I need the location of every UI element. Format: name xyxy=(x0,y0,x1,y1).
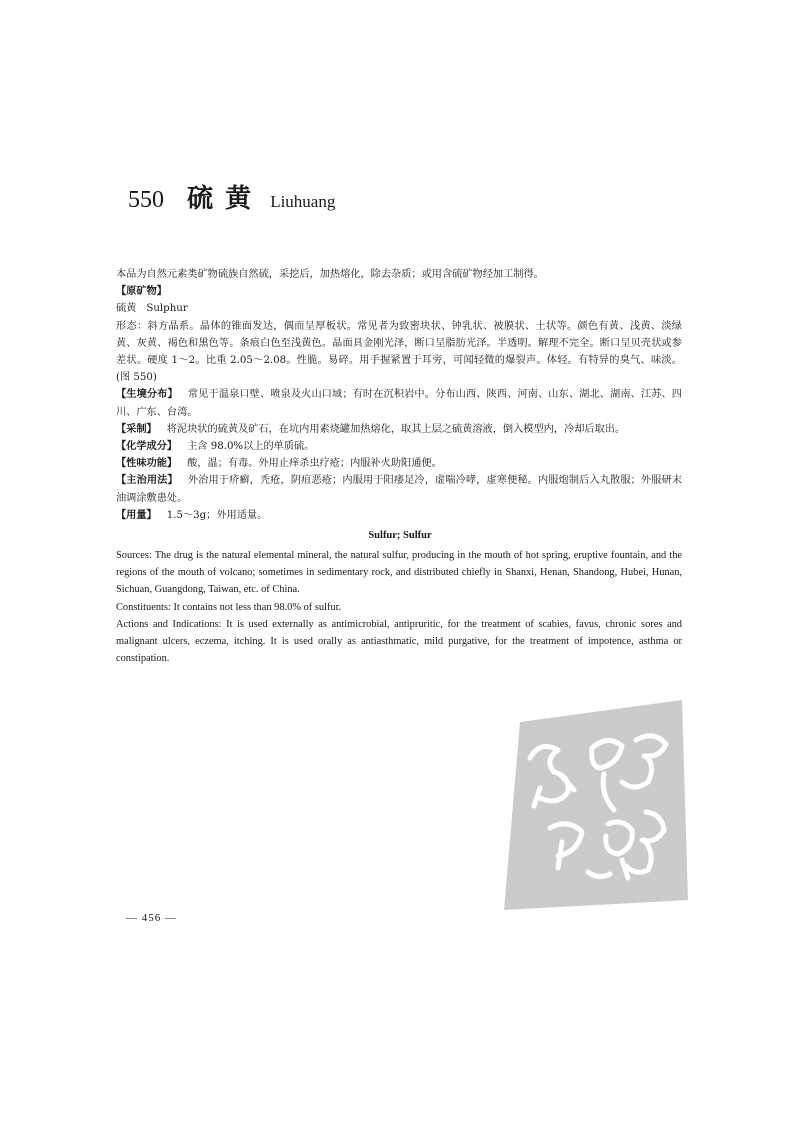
section-text: 酸，温；有毒。外用止痒杀虫疗疮；内服补火助阳通便。 xyxy=(187,458,442,470)
section-heading: 【化学成分】 xyxy=(116,441,178,453)
english-constituents: Constituents: It contains not less than 98.0% of sulfur. xyxy=(116,601,342,613)
english-heading: Sulfur; Sulfur xyxy=(368,530,432,541)
section-text: 常见于温泉口壁、喷泉及火山口域；有时在沉积岩中。分布山西、陕西、河南、山东、湖北、湖南、江苏、四川、广东、台湾。 xyxy=(116,389,682,418)
page-number: — 456 — xyxy=(126,912,177,924)
section-text: 主含 98.0%以上的单质硫。 xyxy=(187,441,315,453)
mineral-name-latin: Sulphur xyxy=(146,303,188,315)
mineral-name-cn: 硫黄 xyxy=(116,303,137,315)
section-indications xyxy=(116,472,682,506)
english-sources: Sources: The drug is the natural elemental mineral, the natural sulfur, producing in the mouth of hot spring, eruptive fountain, and the regions of the mouth of volcano; sometimes in sedimentary rock, and distributed chiefly in Shanxi, Henan, Shandong, Hubei, Hunan, Sichuan, Guangdong, Taiwan, etc. of China. xyxy=(116,550,682,596)
section-habitat xyxy=(116,386,682,420)
section-heading: 【采制】 xyxy=(116,423,157,435)
english-body xyxy=(116,547,682,667)
section-properties xyxy=(116,455,682,472)
entry-title xyxy=(128,178,335,215)
intro-paragraph: 本品为自然元素类矿物硫族自然硫，采挖后，加热熔化，除去杂质；或用含硫矿物经加工制得。 xyxy=(116,269,544,280)
section-chemistry xyxy=(116,438,682,455)
section-text: 1.5～3g；外用适量。 xyxy=(166,509,268,521)
section-dosage xyxy=(116,507,682,524)
chinese-body xyxy=(116,266,682,524)
section-heading: 【生境分布】 xyxy=(116,389,178,401)
mineral-description: 形态：斜方晶系。晶体的锥面发达，偶而呈厚板状。常见者为致密块状、钟乳状、被膜状、土状等。颜色有黄、浅黄、淡绿黄、灰黄、褐色和黑色等。条痕白色至浅黄色。晶面具金刚光泽，断口呈脂肪光泽。半透明。解理不完全。断口呈贝壳状或参差状。硬度 1～2。比重 2.05～2.08。性脆。易碎。用手握紧置于耳旁，可闻轻微的爆裂声。体轻。有特异的臭气、味淡。(图 550) xyxy=(116,320,682,384)
entry-number: 550 xyxy=(128,187,164,213)
seal-watermark xyxy=(496,696,692,912)
section-text: 将泥块状的硫黄及矿石，在坑内用素烧罐加热熔化，取其上层之硫黄溶液，倒入模型内，冷却后取出。 xyxy=(166,423,626,435)
entry-pinyin-name: Liuhuang xyxy=(270,192,336,211)
section-heading: 【用量】 xyxy=(116,509,157,521)
section-text: 外治用于疥癣，秃疮，阴疽恶疮；内服用于阳痿足冷，虚喘冷哮，虚寒便秘。内服炮制后入丸散服；外服研末油调涂敷患处。 xyxy=(116,475,682,504)
mineral-heading: 【原矿物】 xyxy=(116,286,167,298)
english-indications: Actions and Indications: It is used externally as antimicrobial, antipruritic, for the treatment of scabies, favus, chronic sores and malignant ulcers, eczema, itching. It is used orally as antiasthmatic, mild purgative, for the treatment of impotence, asthma or constipation. xyxy=(116,618,682,665)
entry-chinese-name: 硫黄 xyxy=(187,184,264,214)
section-heading: 【主治用法】 xyxy=(116,475,178,487)
mineral-name-line xyxy=(116,300,682,317)
section-processing xyxy=(116,421,682,438)
section-heading: 【性味功能】 xyxy=(116,458,178,470)
